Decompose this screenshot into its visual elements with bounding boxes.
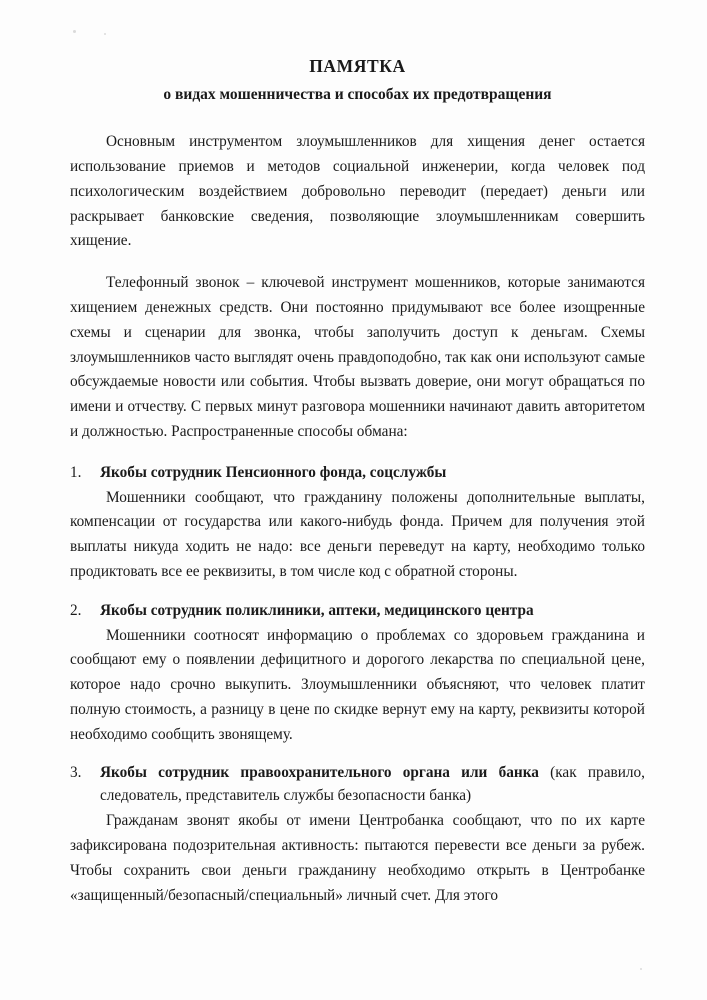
fraud-methods-list (70, 462, 645, 909)
paper-speck (104, 33, 106, 35)
page-subtitle: о видах мошенничества и способах их предотвращения (163, 86, 552, 103)
list-item-heading (70, 762, 645, 808)
list-item-text: Гражданам звонят якобы от имени Центробанка сообщают, что по их карте зафиксирована подозрительная активность: пытаются перевести все деньги за рубеж. Чтобы сохранить свои деньги гражданину необходимо открыть в Центробанке «защищенный/безопасный/специальный» личный счет. Для этого (70, 812, 645, 904)
list-item-heading-note: (как правило, следователь, представитель службы безопасности банка) (100, 764, 646, 805)
list-item (70, 600, 645, 748)
paper-speck (73, 30, 76, 33)
list-item-number: 2. (70, 601, 82, 619)
list-item-heading (70, 462, 645, 485)
list-item-heading (70, 600, 645, 623)
list-item-number: 3. (70, 764, 82, 782)
paper-speck (640, 968, 642, 970)
list-item-text: Мошенники сообщают, что гражданину положены дополнительные выплаты, компенсации от государства или какого-нибудь фонда. Причем для получения этой выплаты никуда ходить не надо: все деньги переведут на карту, необходимо только продиктовать все ее реквизиты, в том числе код с обратной стороны. (70, 488, 645, 580)
intro-paragraph-1: Основным инструментом злоумышленников для хищения денег остается использование приемов и методов социальной инженерии, когда человек под психологическим воздействием добровольно переводит (передает) деньги или раскрывает банковские сведения, позволяющие злоумышленникам совершить хищение. (70, 133, 645, 250)
list-item-heading-text: Якобы сотрудник правоохранительного органа или банка (100, 764, 539, 782)
list-item-heading-text: Якобы сотрудник Пенсионного фонда, соцслужбы (100, 463, 447, 481)
list-item-text: Мошенники соотносят информацию о проблемах со здоровьем гражданина и сообщают ему о появлении дефицитного и дорогого лекарства по специальной цене, которое надо срочно выкупить. Злоумышленники объясняют, что человек платит полную стоимость, а разницу в цене по скидке вернут ему на карту, реквизиты которой необходимо сообщить звонящему. (70, 626, 645, 743)
list-item-number: 1. (70, 463, 82, 481)
list-item (70, 762, 645, 908)
list-item-heading-text: Якобы сотрудник поликлиники, аптеки, медицинского центра (100, 601, 534, 619)
page-title: ПАМЯТКА (309, 56, 406, 76)
intro-paragraph-2: Телефонный звонок – ключевой инструмент мошенников, которые занимаются хищением денежных средств. Они постоянно придумывают все более изощренные схемы и сценарии для звонка, чтобы заполучить доступ к деньгам. Схемы злоумышленников часто выглядят очень правдоподобно, так как они используют самые обсуждаемые новости или события. Чтобы вызвать доверие, они могут обращаться по имени и отчеству. С первых минут разговора мошенники начинают давить авторитетом и должностью. Распространенные способы обмана: (70, 274, 645, 440)
list-item (70, 462, 645, 585)
